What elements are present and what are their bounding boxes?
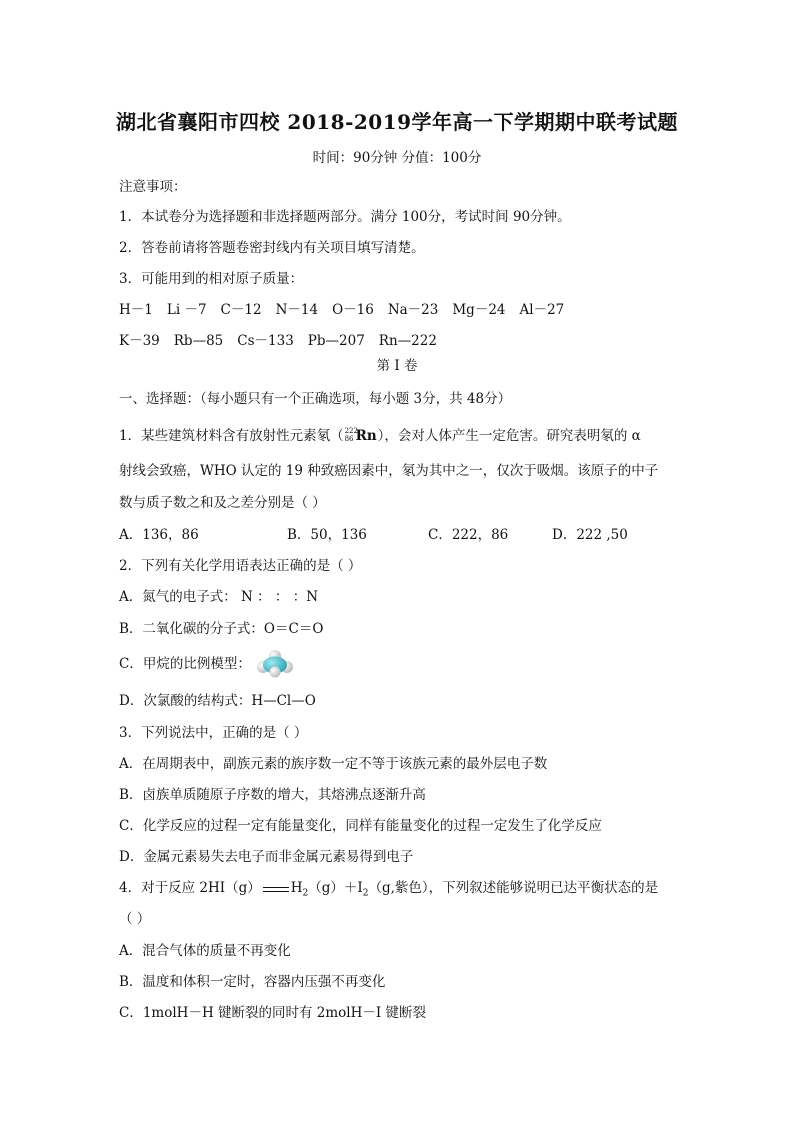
question-4-line-1 bbox=[119, 879, 658, 903]
question-3-option-a[interactable]: A．在周期表中，副族元素的族序数一定不等于该族元素的最外层电子数 bbox=[119, 756, 548, 772]
question-1-option-c[interactable]: C．222，86 bbox=[428, 527, 509, 543]
question-3-option-c[interactable]: C．化学反应的过程一定有能量变化，同样有能量变化的过程一定发生了化学反应 bbox=[119, 818, 602, 834]
question-2-option-b[interactable]: B．二氧化碳的分子式：O＝C＝O bbox=[119, 621, 324, 637]
note-item: 2．答卷前请将答题卷密封线内有关项目填写清楚。 bbox=[119, 240, 425, 256]
question-3-option-b[interactable]: B．卤族单质随原子序数的增大，其熔沸点逐渐升高 bbox=[119, 787, 426, 803]
atomic-mass: C－12 bbox=[220, 302, 262, 318]
section-heading: 一、选择题：（每小题只有一个正确选项，每小题 3分，共 48分） bbox=[119, 391, 512, 407]
question-1-text: 1．某些建筑材料含有放射性元素氡（ bbox=[119, 428, 344, 444]
question-4-text: （g,紫色），下列叙述能够说明已达平衡状态的是 bbox=[368, 880, 659, 896]
question-4-option-a[interactable]: A．混合气体的质量不再变化 bbox=[119, 943, 291, 959]
question-1-line-2: 射线会致癌，WHO 认定的 19 种致癌因素中，氡为其中之一，仅次于吸烟。该原子的中子 bbox=[119, 463, 659, 479]
atomic-mass: Pb—207 bbox=[307, 333, 365, 349]
atomic-mass: Rb—85 bbox=[173, 333, 224, 349]
atomic-mass: Li －7 bbox=[166, 302, 207, 318]
question-3-stem: 3．下列说法中，正确的是（ ） bbox=[119, 725, 308, 741]
question-1-option-b[interactable]: B．50，136 bbox=[287, 527, 367, 543]
page-subtitle: 时间：90分钟 分值：100分 bbox=[312, 150, 482, 166]
question-2-option-c[interactable]: C．甲烷的比例模型： bbox=[119, 656, 251, 672]
radon-nuclide-notation bbox=[344, 427, 378, 445]
atomic-number: 86 bbox=[344, 435, 354, 443]
question-2-stem: 2．下列有关化学用语表达正确的是（ ） bbox=[119, 558, 362, 574]
question-4-option-c[interactable]: C．1molH－H 键断裂的同时有 2molH－I 键断裂 bbox=[119, 1005, 427, 1021]
mass-number: 222 bbox=[344, 427, 358, 435]
equilibrium-arrow-icon bbox=[261, 882, 291, 896]
question-1-option-d[interactable]: D．222 ,50 bbox=[552, 527, 628, 543]
element-symbol: Rn bbox=[355, 428, 377, 444]
notes-heading: 注意事项： bbox=[119, 179, 187, 195]
atomic-mass: Cs－133 bbox=[237, 333, 294, 349]
question-2-option-d[interactable]: D．次氯酸的结构式：H—Cl—O bbox=[119, 693, 316, 709]
methane-model-icon bbox=[256, 650, 294, 678]
atomic-mass: N－14 bbox=[275, 302, 319, 318]
atomic-masses-row-1 bbox=[119, 301, 578, 319]
note-item: 3．可能用到的相对原子质量： bbox=[119, 271, 304, 287]
atomic-mass: K－39 bbox=[119, 333, 160, 349]
atomic-masses-row-2 bbox=[119, 332, 451, 350]
question-4-text: （g）＋I bbox=[308, 880, 363, 896]
question-1-line-1 bbox=[119, 427, 641, 445]
atomic-mass: Mg－24 bbox=[452, 302, 506, 318]
note-item: 1．本试卷分为选择题和非选择题两部分。满分 100分，考试时间 90分钟。 bbox=[119, 209, 571, 225]
atomic-mass: H－1 bbox=[119, 302, 153, 318]
question-1-line-3: 数与质子数之和及之差分别是（ ） bbox=[119, 495, 326, 511]
question-4-line-2: （ ） bbox=[119, 911, 151, 927]
question-4-option-b[interactable]: B．温度和体积一定时，容器内压强不再变化 bbox=[119, 974, 386, 990]
question-4-text: 4．对于反应 2HI（g） bbox=[119, 880, 261, 896]
atomic-mass: O－16 bbox=[332, 302, 374, 318]
question-2-option-a[interactable]: A．氮气的电子式： N ： ： ：N bbox=[119, 589, 319, 605]
question-3-option-d[interactable]: D．金属元素易失去电子而非金属元素易得到电子 bbox=[119, 849, 414, 865]
atomic-mass: Na－23 bbox=[387, 302, 439, 318]
page-title: 湖北省襄阳市四校 2018-2019学年高一下学期期中联考试题 bbox=[115, 110, 679, 134]
volume-heading: 第 I 卷 bbox=[376, 358, 418, 374]
atomic-mass: Rn—222 bbox=[378, 333, 437, 349]
question-1-option-a[interactable]: A．136，86 bbox=[119, 527, 199, 543]
subscript: 2 bbox=[362, 888, 369, 899]
subscript: 2 bbox=[302, 888, 309, 899]
question-1-text: ），会对人体产生一定危害。研究表明氡的 α bbox=[377, 428, 641, 444]
hydrogen-formula: H bbox=[290, 880, 303, 896]
atomic-mass: Al－27 bbox=[519, 302, 565, 318]
